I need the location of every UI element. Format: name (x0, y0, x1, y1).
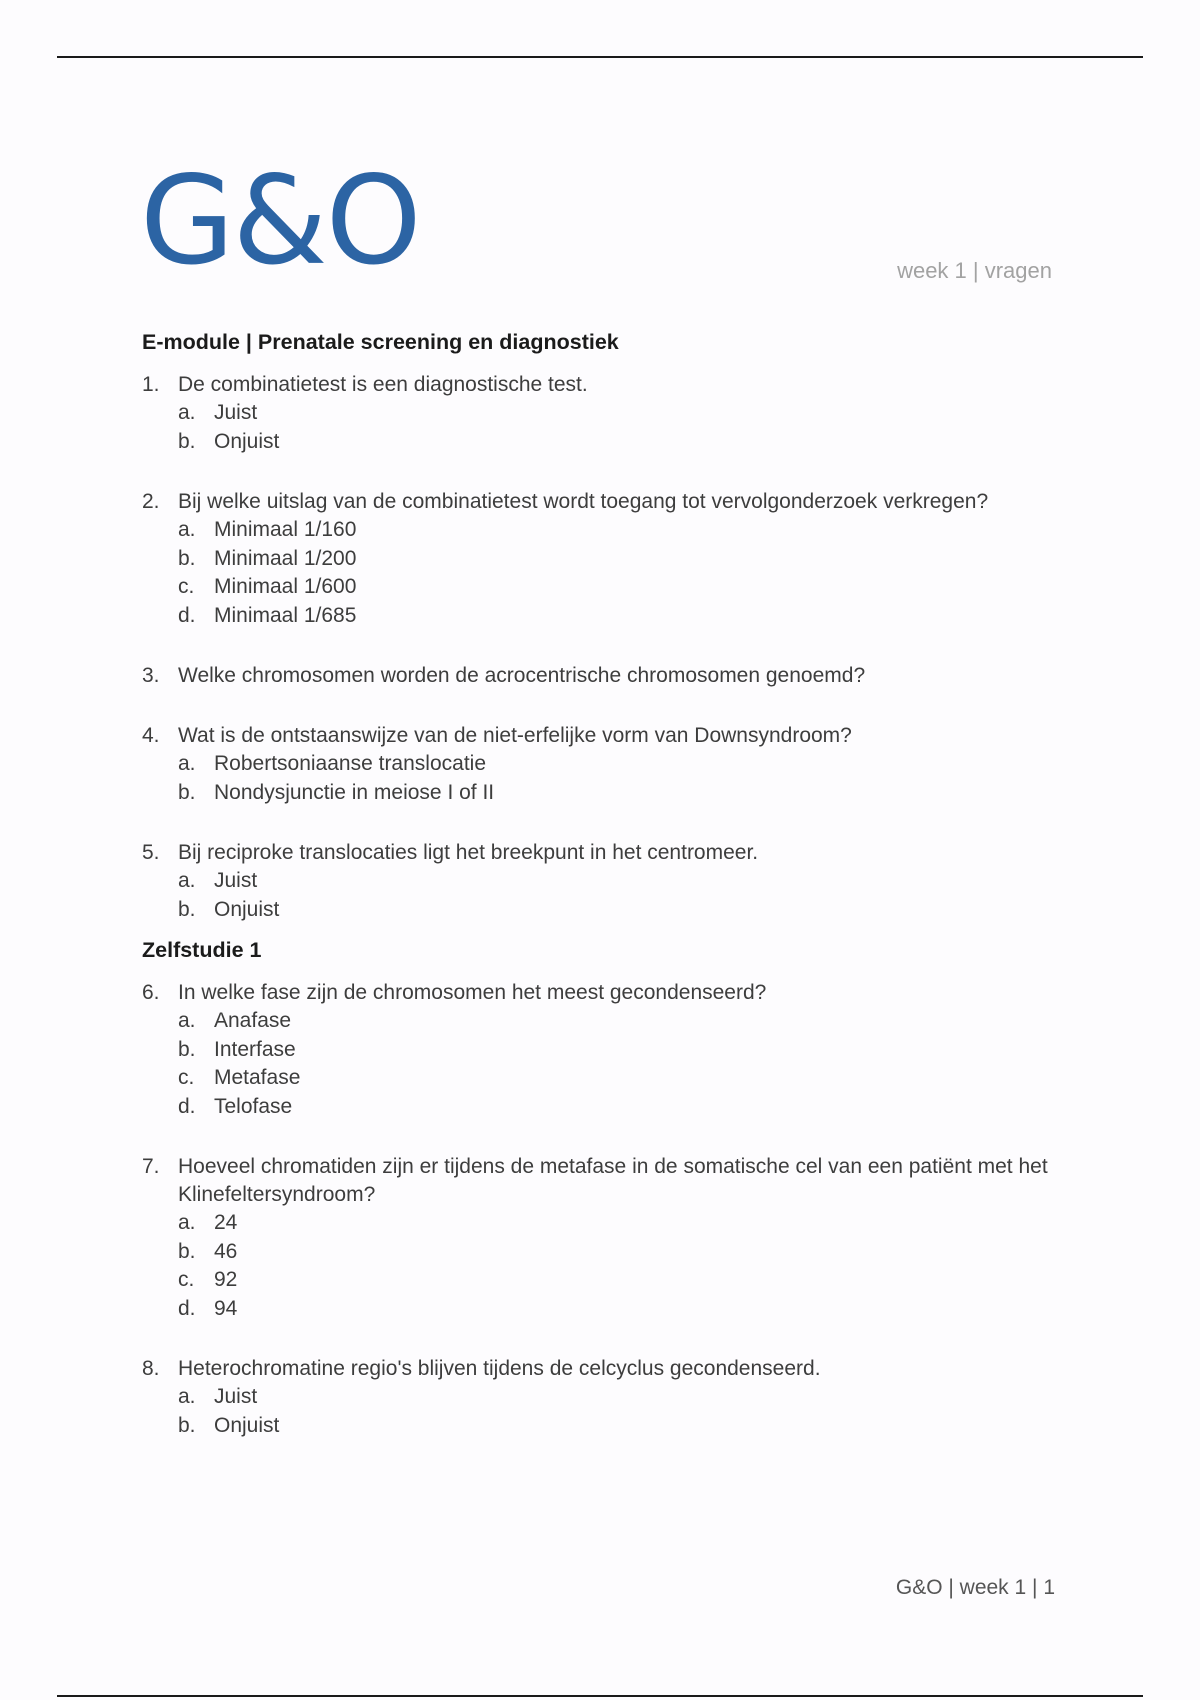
option-text: Interfase (214, 1037, 296, 1061)
option-letter: a. (178, 1009, 196, 1032)
answer-option (178, 1383, 1062, 1412)
page-footer: G&O | week 1 | 1 (895, 1576, 1055, 1599)
question-number: 7. (142, 1155, 160, 1178)
option-text: 94 (214, 1296, 238, 1320)
question-text: Hoeveel chromatiden zijn er tijdens de metafase in de somatische cel van een patiënt met het Klinefeltersyndroom? (178, 1155, 1048, 1206)
answer-option (178, 602, 1062, 631)
answer-option (178, 1209, 1062, 1238)
option-text: Minimaal 1/200 (214, 546, 357, 570)
option-letter: a. (178, 869, 196, 892)
option-letter: d. (178, 1296, 196, 1320)
question-text: Bij welke uitslag van de combinatietest wordt toegang tot vervolgonderzoek verkregen? (178, 490, 989, 513)
option-text: 46 (214, 1239, 238, 1263)
answer-option (178, 1036, 1062, 1065)
question-number: 8. (142, 1357, 160, 1380)
option-text: Juist (214, 1385, 258, 1408)
bottom-rule (57, 1695, 1143, 1697)
answer-option (178, 750, 1062, 779)
question-7 (142, 1153, 1062, 1323)
answer-option (178, 516, 1062, 545)
option-letter: d. (178, 603, 196, 627)
question-5 (142, 839, 1062, 924)
section-title: E-module | Prenatale screening en diagnostiek (142, 330, 619, 354)
answer-option (178, 1093, 1062, 1122)
answer-option (178, 1238, 1062, 1267)
question-number: 2. (142, 490, 160, 513)
answer-option (178, 545, 1062, 574)
answer-option (178, 779, 1062, 808)
option-text: Onjuist (214, 1413, 280, 1437)
option-text: Robertsoniaanse translocatie (214, 752, 486, 775)
answer-option (178, 1412, 1062, 1441)
question-text: Welke chromosomen worden de acrocentrische chromosomen genoemd? (178, 664, 866, 687)
question-number: 5. (142, 841, 160, 864)
question-3 (142, 662, 1062, 690)
option-letter: c. (178, 1066, 195, 1089)
option-letter: c. (178, 575, 195, 598)
answer-option (178, 896, 1062, 925)
option-text: Juist (214, 401, 258, 424)
option-text: Minimaal 1/685 (214, 603, 357, 627)
option-letter: b. (178, 1037, 196, 1061)
option-letter: b. (178, 1413, 196, 1437)
option-letter: a. (178, 752, 196, 775)
question-text: Bij reciproke translocaties ligt het breekpunt in het centromeer. (178, 841, 759, 864)
answer-option (178, 399, 1062, 428)
section-e-module (142, 330, 1062, 924)
answer-option (178, 1266, 1062, 1295)
option-letter: b. (178, 1239, 196, 1263)
question-number: 1. (142, 373, 160, 396)
option-letter: d. (178, 1094, 196, 1118)
section-title: Zelfstudie 1 (142, 938, 262, 962)
option-letter: b. (178, 546, 196, 570)
question-text: Heterochromatine regio's blijven tijdens de celcyclus gecondenseerd. (178, 1357, 821, 1380)
logo: G&O (140, 150, 420, 292)
option-letter: b. (178, 897, 196, 921)
answer-option (178, 1007, 1062, 1036)
option-text: Minimaal 1/160 (214, 518, 357, 541)
option-text: Anafase (214, 1009, 292, 1032)
question-number: 6. (142, 981, 160, 1004)
question-4 (142, 722, 1062, 807)
option-letter: a. (178, 401, 196, 424)
question-text: De combinatietest is een diagnostische test. (178, 373, 588, 396)
option-text: 92 (214, 1268, 238, 1291)
question-list (142, 330, 1062, 1472)
question-6 (142, 979, 1062, 1121)
option-text: Onjuist (214, 429, 280, 453)
option-text: 24 (214, 1211, 238, 1234)
option-text: Onjuist (214, 897, 280, 921)
option-letter: a. (178, 518, 196, 541)
answer-option (178, 867, 1062, 896)
section-zelfstudie (142, 938, 1062, 1440)
answer-option (178, 1295, 1062, 1324)
top-rule (57, 56, 1143, 58)
header-subtitle: week 1 | vragen (897, 258, 1052, 283)
question-text: Wat is de ontstaanswijze van de niet-erfelijke vorm van Downsyndroom? (178, 724, 852, 747)
option-letter: c. (178, 1268, 195, 1291)
option-text: Juist (214, 869, 258, 892)
option-text: Minimaal 1/600 (214, 575, 357, 598)
question-2 (142, 488, 1062, 630)
answer-option (178, 1064, 1062, 1093)
option-text: Telofase (214, 1094, 293, 1118)
option-text: Metafase (214, 1066, 301, 1089)
answer-option (178, 573, 1062, 602)
option-text: Nondysjunctie in meiose I of II (214, 780, 495, 804)
question-1 (142, 371, 1062, 456)
question-number: 4. (142, 724, 160, 747)
question-text: In welke fase zijn de chromosomen het meest gecondenseerd? (178, 981, 767, 1004)
option-letter: a. (178, 1385, 196, 1408)
question-number: 3. (142, 664, 160, 687)
option-letter: b. (178, 780, 196, 804)
option-letter: b. (178, 429, 196, 453)
question-8 (142, 1355, 1062, 1440)
answer-option (178, 428, 1062, 457)
option-letter: a. (178, 1211, 196, 1234)
